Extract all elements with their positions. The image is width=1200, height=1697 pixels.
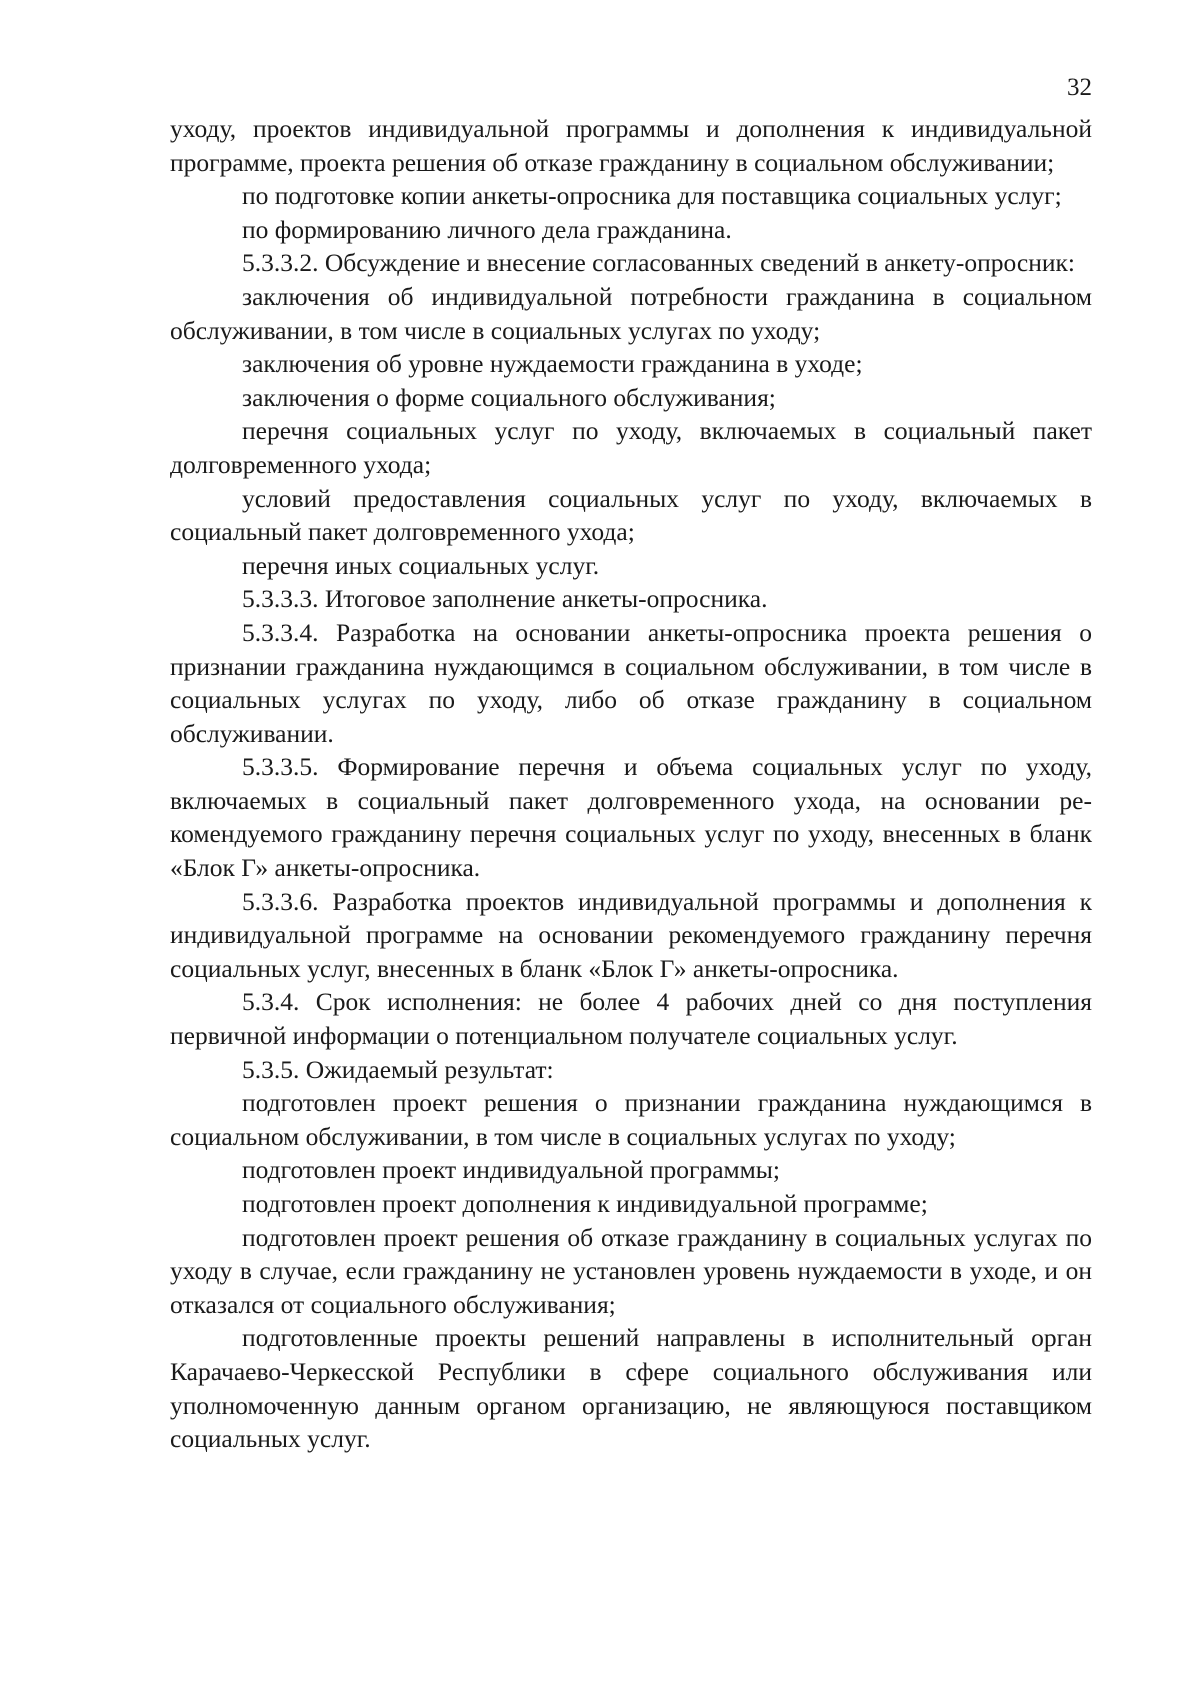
paragraph: перечня социальных услуг по уходу, включаемых в социальный пакет долговременного ухода;	[170, 416, 1092, 479]
paragraph: 5.3.3.6. Разработка проектов индивидуальной программы и дополнения к индивидуальной программе на основании рекомендуемого гражданину перечня социальных услуг, внесенных в бланк «Блок Г» анкеты-опросника.	[170, 886, 1092, 983]
paragraph: 5.3.3.2. Обсуждение и внесение согласованных сведений в анкету-опросник:	[242, 248, 1075, 278]
paragraph: заключения об уровне нуждаемости гражданина в уходе;	[242, 349, 863, 379]
paragraph: подготовлен проект индивидуальной программы;	[242, 1155, 781, 1185]
paragraph: 5.3.5. Ожидаемый результат:	[242, 1054, 554, 1084]
paragraph: 5.3.3.4. Разработка на основании анкеты-опросника проекта решения о признании гражданина нуждающимся в социальном обслуживании, в том числе в социальных услугах по уходу, либо об отказе гражданину в социальном обслуживании.	[170, 617, 1092, 748]
paragraph: по подготовке копии анкеты-опросника для поставщика социальных услуг;	[242, 181, 1062, 211]
paragraph: перечня иных социальных услуг.	[242, 550, 600, 580]
paragraph: подготовлен проект решения об отказе гражданину в социальных услугах по уходу в случае, если гражданину не установлен уровень нуждаемости в уходе, и он отказался от социального обслуживания;	[170, 1222, 1092, 1319]
paragraph: по формированию личного дела гражданина.	[242, 214, 732, 244]
paragraph: 5.3.4. Срок исполнения: не более 4 рабочих дней со дня поступления первичной информации о потенциальном получателе социальных услуг.	[170, 987, 1092, 1051]
paragraph: условий предоставления социальных услуг по уходу, включаемых в социальный пакет долговременного ухода;	[170, 483, 1092, 547]
paragraph: заключения об индивидуальной потребности гражданина в социальном обслуживании, в том числе в социальных услугах по уходу;	[170, 281, 1092, 345]
paragraph: уходу, проектов индивидуальной программы и дополнения к индивидуальной программе, проекта решения об отказе гражданину в социальном обслуживании;	[170, 114, 1092, 177]
paragraph: 5.3.3.3. Итоговое заполнение анкеты-опросника.	[242, 584, 768, 614]
paragraph: подготовленные проекты решений направлены в исполнительный орган Карачаево-Черкесской Республики в сфере социального обслуживания или уполномоченную данным органом организацию, не являющуюся поставщиком социальных услуг.	[170, 1323, 1092, 1454]
paragraph: подготовлен проект решения о признании гражданина нуждающимся в социальном обслуживании, в том числе в социальных услугах по уходу;	[170, 1088, 1092, 1151]
page-number: 32	[1067, 74, 1092, 101]
paragraph: заключения о форме социального обслуживания;	[242, 382, 776, 412]
body-text	[170, 112, 1092, 1456]
paragraph: подготовлен проект дополнения к индивидуальной программе;	[242, 1189, 928, 1218]
paragraph: 5.3.3.5. Формирование перечня и объема социальных услуг по уходу, включаемых в социальный пакет долговременного ухода, на основании рекомендуемого гражданину перечня социальных услуг по уходу, внесенных в бланк «Блок Г» анкеты-опросника.	[170, 752, 1092, 883]
